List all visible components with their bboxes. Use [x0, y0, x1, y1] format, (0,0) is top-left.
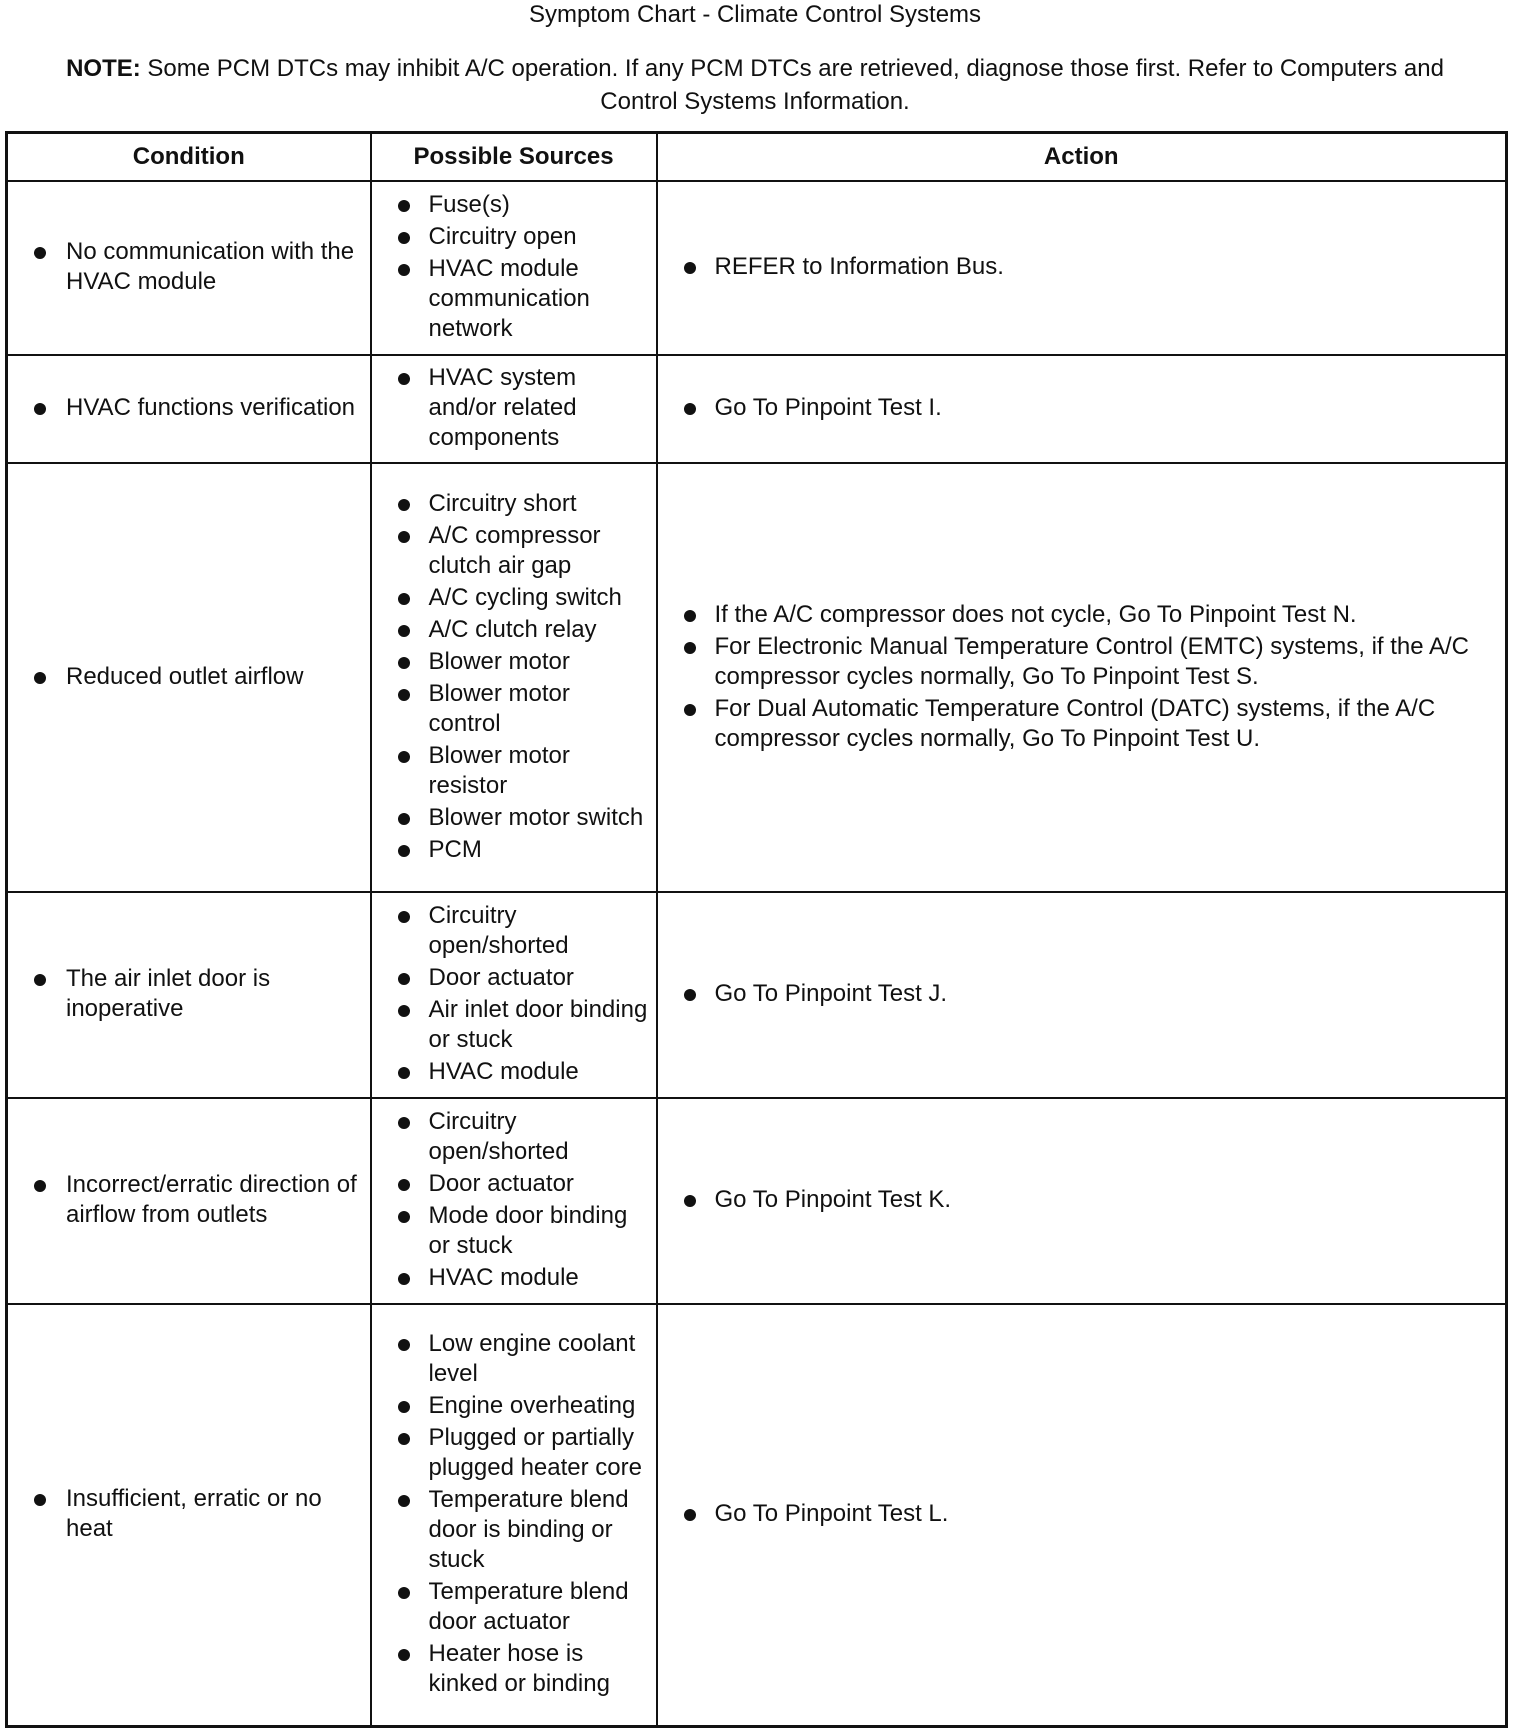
- condition-item: The air inlet door is inoperative: [8, 964, 370, 1024]
- source-item: Fuse(s): [372, 190, 656, 220]
- source-item: Circuitry open/shorted: [372, 901, 656, 961]
- source-item: HVAC module: [372, 1057, 656, 1087]
- symptom-table: [5, 131, 1508, 1728]
- table-row: [7, 1098, 1507, 1304]
- condition-item: Incorrect/erratic direction of airflow from outlets: [8, 1170, 370, 1230]
- condition-cell: [7, 1098, 371, 1304]
- condition-item: No communication with the HVAC module: [8, 237, 370, 297]
- source-item: Circuitry open: [372, 222, 656, 252]
- note-text: Some PCM DTCs may inhibit A/C operation. If any PCM DTCs are retrieved, diagnose those first. Refer to Computers and Control Systems Information.: [147, 55, 1444, 115]
- sources-cell: [371, 463, 657, 892]
- condition-item: HVAC functions verification: [8, 393, 370, 423]
- source-item: HVAC module: [372, 1263, 656, 1293]
- page-title: Symptom Chart - Climate Control Systems: [528, 1, 982, 28]
- source-item: Circuitry open/shorted: [372, 1107, 656, 1167]
- condition-item: Insufficient, erratic or no heat: [8, 1484, 370, 1544]
- source-item: Blower motor resistor: [372, 741, 656, 801]
- source-item: Blower motor: [372, 647, 656, 677]
- source-item: PCM: [372, 835, 656, 865]
- source-item: Mode door binding or stuck: [372, 1201, 656, 1261]
- condition-cell: [7, 892, 371, 1098]
- table-row: [7, 1304, 1507, 1726]
- source-item: Blower motor switch: [372, 803, 656, 833]
- condition-cell: [7, 355, 371, 463]
- source-item: Blower motor control: [372, 679, 656, 739]
- note: [40, 52, 1470, 118]
- condition-cell: [7, 463, 371, 892]
- note-label: NOTE:: [66, 55, 141, 82]
- source-item: A/C compressor clutch air gap: [372, 521, 656, 581]
- source-item: Air inlet door binding or stuck: [372, 995, 656, 1055]
- source-item: Temperature blend door is binding or stuck: [372, 1485, 656, 1575]
- condition-cell: [7, 181, 371, 355]
- source-item: Low engine coolant level: [372, 1329, 656, 1389]
- header-condition: Condition: [7, 133, 371, 182]
- table-header-row: [7, 133, 1507, 182]
- table-row: [7, 355, 1507, 463]
- sources-cell: [371, 355, 657, 463]
- action-cell: [657, 463, 1507, 892]
- source-item: A/C clutch relay: [372, 615, 656, 645]
- sources-cell: [371, 892, 657, 1098]
- action-item: If the A/C compressor does not cycle, Go To Pinpoint Test N.: [658, 600, 1506, 630]
- source-item: Heater hose is kinked or binding: [372, 1639, 656, 1699]
- action-item: Go To Pinpoint Test J.: [658, 979, 1506, 1009]
- sources-cell: [371, 1098, 657, 1304]
- source-item: HVAC module communication network: [372, 254, 656, 344]
- header-possible-sources: Possible Sources: [371, 133, 657, 182]
- table-row: [7, 463, 1507, 892]
- action-cell: [657, 892, 1507, 1098]
- header-action: Action: [657, 133, 1507, 182]
- source-item: A/C cycling switch: [372, 583, 656, 613]
- source-item: Door actuator: [372, 963, 656, 993]
- action-item: Go To Pinpoint Test L.: [658, 1499, 1506, 1529]
- action-item: REFER to Information Bus.: [658, 252, 1506, 282]
- condition-cell: [7, 1304, 371, 1726]
- action-cell: [657, 181, 1507, 355]
- action-cell: [657, 355, 1507, 463]
- action-item: For Dual Automatic Temperature Control (DATC) systems, if the A/C compressor cycles normally, Go To Pinpoint Test U.: [658, 694, 1506, 754]
- condition-item: Reduced outlet airflow: [8, 662, 370, 692]
- source-item: HVAC system and/or related components: [372, 363, 656, 453]
- source-item: Circuitry short: [372, 489, 656, 519]
- source-item: Temperature blend door actuator: [372, 1577, 656, 1637]
- source-item: Door actuator: [372, 1169, 656, 1199]
- source-item: Engine overheating: [372, 1391, 656, 1421]
- action-cell: [657, 1098, 1507, 1304]
- table-row: [7, 181, 1507, 355]
- action-item: Go To Pinpoint Test K.: [658, 1185, 1506, 1215]
- sources-cell: [371, 1304, 657, 1726]
- sources-cell: [371, 181, 657, 355]
- action-item: For Electronic Manual Temperature Control (EMTC) systems, if the A/C compressor cycles normally, Go To Pinpoint Test S.: [658, 632, 1506, 692]
- action-cell: [657, 1304, 1507, 1726]
- source-item: Plugged or partially plugged heater core: [372, 1423, 656, 1483]
- action-item: Go To Pinpoint Test I.: [658, 393, 1506, 423]
- table-row: [7, 892, 1507, 1098]
